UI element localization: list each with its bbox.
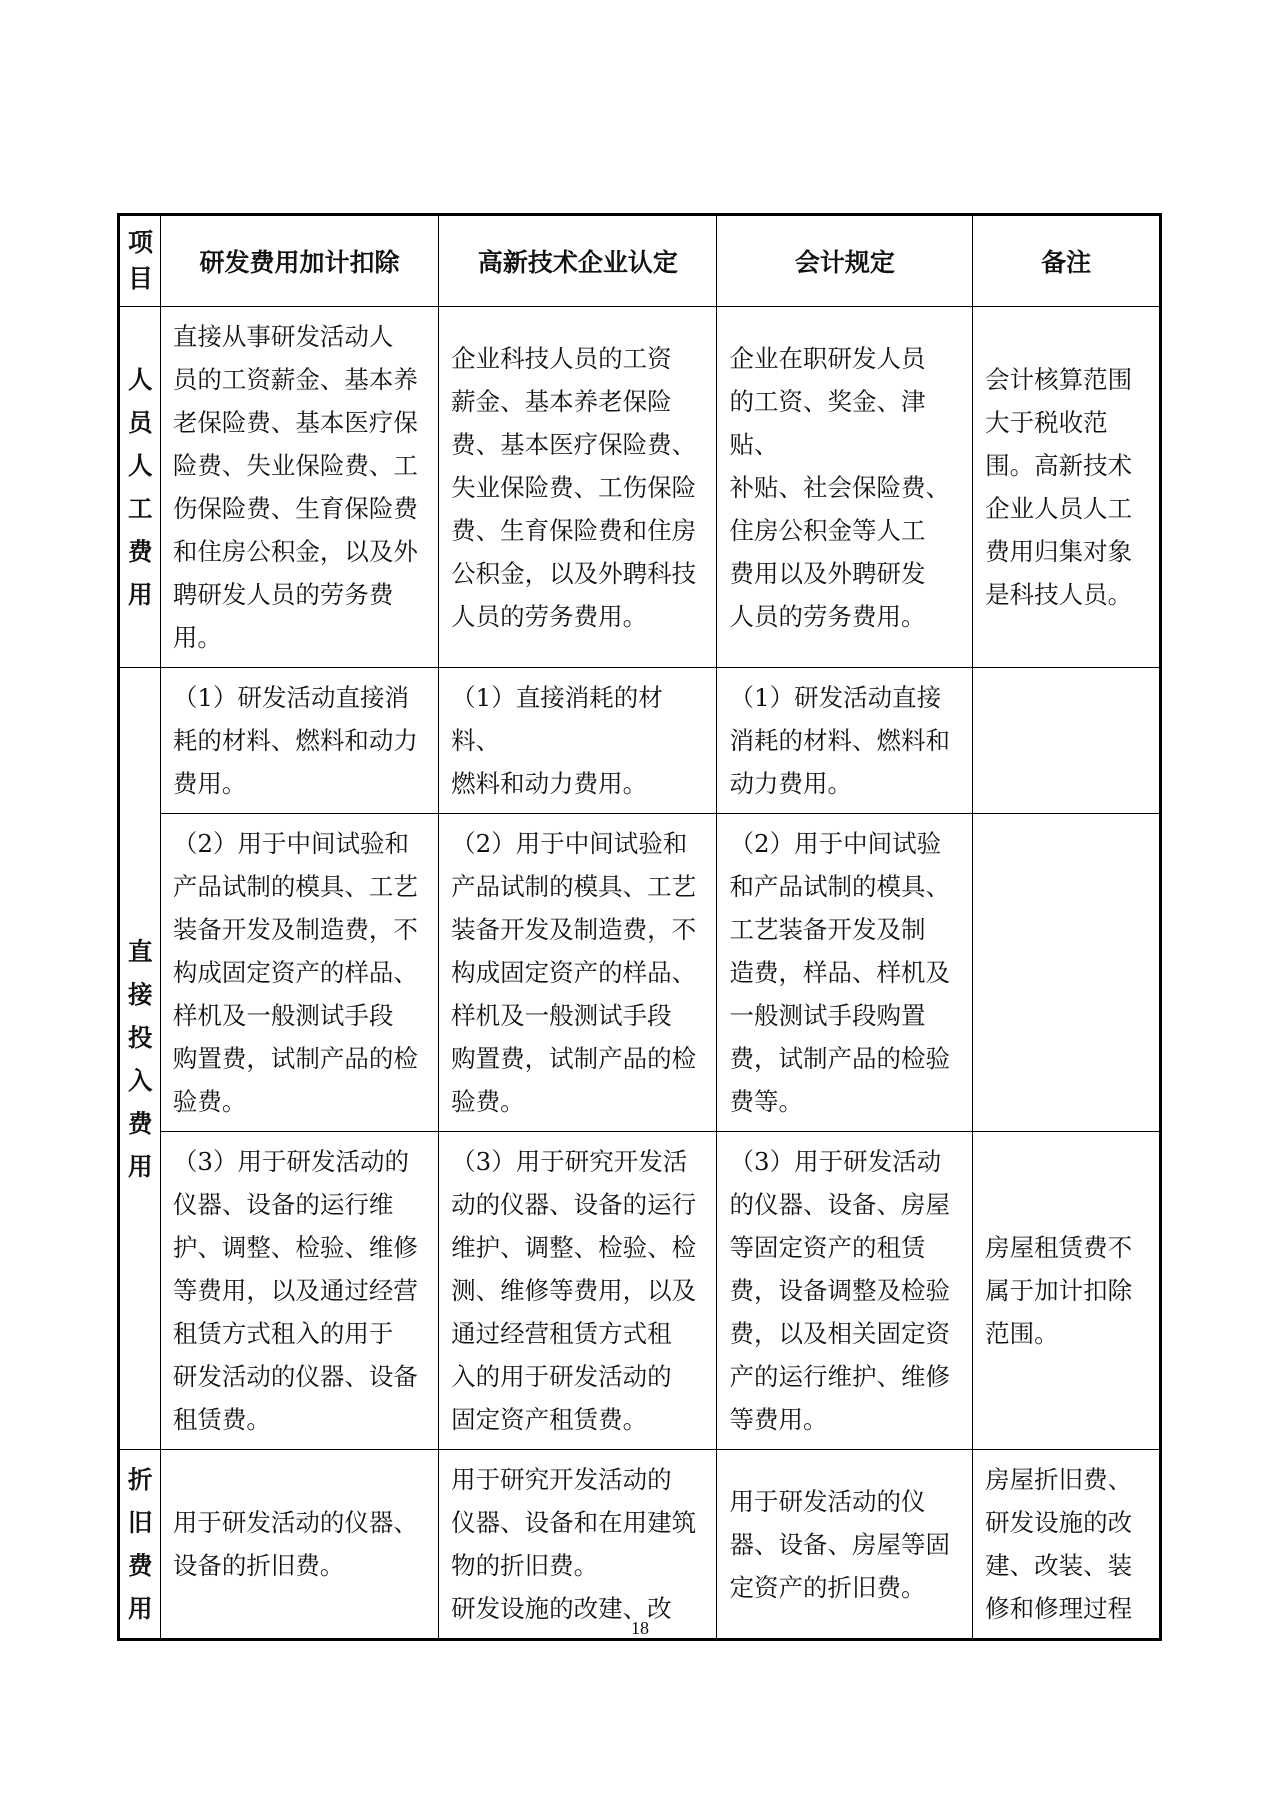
table-row-direct-3 xyxy=(119,1132,1161,1450)
comparison-table xyxy=(117,213,1162,1641)
cell-direct-2-accounting: （2）用于中间试验 和产品试制的模具、 工艺装备开发及制 造费，样品、样机及 一般测试手段购置 费，试制产品的检验 费等。 xyxy=(717,814,973,1132)
table-header-row xyxy=(119,215,1161,307)
cell-depreciation-accounting: 用于研发活动的仪 器、设备、房屋等固 定资产的折旧费。 xyxy=(717,1450,973,1640)
cell-personnel-hightech: 企业科技人员的工资 薪金、基本养老保险 费、基本医疗保险费、 失业保险费、工伤保险 费、生育保险费和住房 公积金，以及外聘科技 人员的劳务费用。 xyxy=(439,307,717,668)
table-row-personnel xyxy=(119,307,1161,668)
header-rd-deduction: 研发费用加计扣除 xyxy=(160,215,438,307)
item-depreciation-label: 折旧费用 xyxy=(128,1465,153,1623)
table-row-direct-2 xyxy=(119,814,1161,1132)
cell-direct-1-hightech: （1）直接消耗的材料、 燃料和动力费用。 xyxy=(439,668,717,814)
header-remarks: 备注 xyxy=(973,215,1161,307)
cell-depreciation-hightech: 用于研究开发活动的 仪器、设备和在用建筑 物的折旧费。 研发设施的改建、改 xyxy=(439,1450,717,1640)
cell-direct-1-accounting: （1）研发活动直接 消耗的材料、燃料和 动力费用。 xyxy=(717,668,973,814)
header-accounting: 会计规定 xyxy=(717,215,973,307)
header-hightech-cert: 高新技术企业认定 xyxy=(439,215,717,307)
table-row-depreciation xyxy=(119,1450,1161,1640)
header-item-char: 项目 xyxy=(128,228,154,293)
header-item xyxy=(119,215,161,307)
cell-personnel-remarks: 会计核算范围 大于税收范 围。高新技术 企业人员人工 费用归集对象 是科技人员。 xyxy=(973,307,1161,668)
item-direct-input xyxy=(119,668,161,1450)
cell-personnel-accounting: 企业在职研发人员 的工资、奖金、津贴、 补贴、社会保险费、 住房公积金等人工 费用以及外聘研发 人员的劳务费用。 xyxy=(717,307,973,668)
cell-direct-2-hightech: （2）用于中间试验和 产品试制的模具、工艺 装备开发及制造费，不 构成固定资产的样品、 样机及一般测试手段 购置费，试制产品的检 验费。 xyxy=(439,814,717,1132)
comparison-table-container xyxy=(117,213,1162,1641)
cell-direct-3-accounting: （3）用于研发活动 的仪器、设备、房屋 等固定资产的租赁 费，设备调整及检验 费，以及相关固定资 产的运行维护、维修 等费用。 xyxy=(717,1132,973,1450)
table-row-direct-1 xyxy=(119,668,1161,814)
cell-direct-1-remarks xyxy=(973,668,1161,814)
cell-direct-2-rd: （2）用于中间试验和 产品试制的模具、工艺 装备开发及制造费，不 构成固定资产的样品、 样机及一般测试手段 购置费，试制产品的检 验费。 xyxy=(160,814,438,1132)
cell-depreciation-remarks: 房屋折旧费、 研发设施的改 建、改装、装 修和修理过程 xyxy=(973,1450,1161,1640)
cell-direct-3-remarks: 房屋租赁费不 属于加计扣除 范围。 xyxy=(973,1132,1161,1450)
cell-direct-3-rd: （3）用于研发活动的 仪器、设备的运行维 护、调整、检验、维修 等费用，以及通过经营 租赁方式租入的用于 研发活动的仪器、设备 租赁费。 xyxy=(160,1132,438,1450)
cell-direct-1-rd: （1）研发活动直接消 耗的材料、燃料和动力 费用。 xyxy=(160,668,438,814)
item-direct-input-label: 直接投入费用 xyxy=(128,936,153,1181)
cell-direct-3-hightech: （3）用于研究开发活 动的仪器、设备的运行 维护、调整、检验、检 测、维修等费用，以及 通过经营租赁方式租 入的用于研发活动的 固定资产租赁费。 xyxy=(439,1132,717,1450)
page-number: 18 xyxy=(631,1618,649,1638)
cell-personnel-rd: 直接从事研发活动人 员的工资薪金、基本养 老保险费、基本医疗保 险费、失业保险费、工 伤保险费、生育保险费 和住房公积金，以及外 聘研发人员的劳务费 用。 xyxy=(160,307,438,668)
item-depreciation xyxy=(119,1450,161,1640)
item-personnel-label: 人员人工费用 xyxy=(128,365,153,609)
cell-direct-2-remarks xyxy=(973,814,1161,1132)
cell-depreciation-rd: 用于研发活动的仪器、 设备的折旧费。 xyxy=(160,1450,438,1640)
item-personnel xyxy=(119,307,161,668)
